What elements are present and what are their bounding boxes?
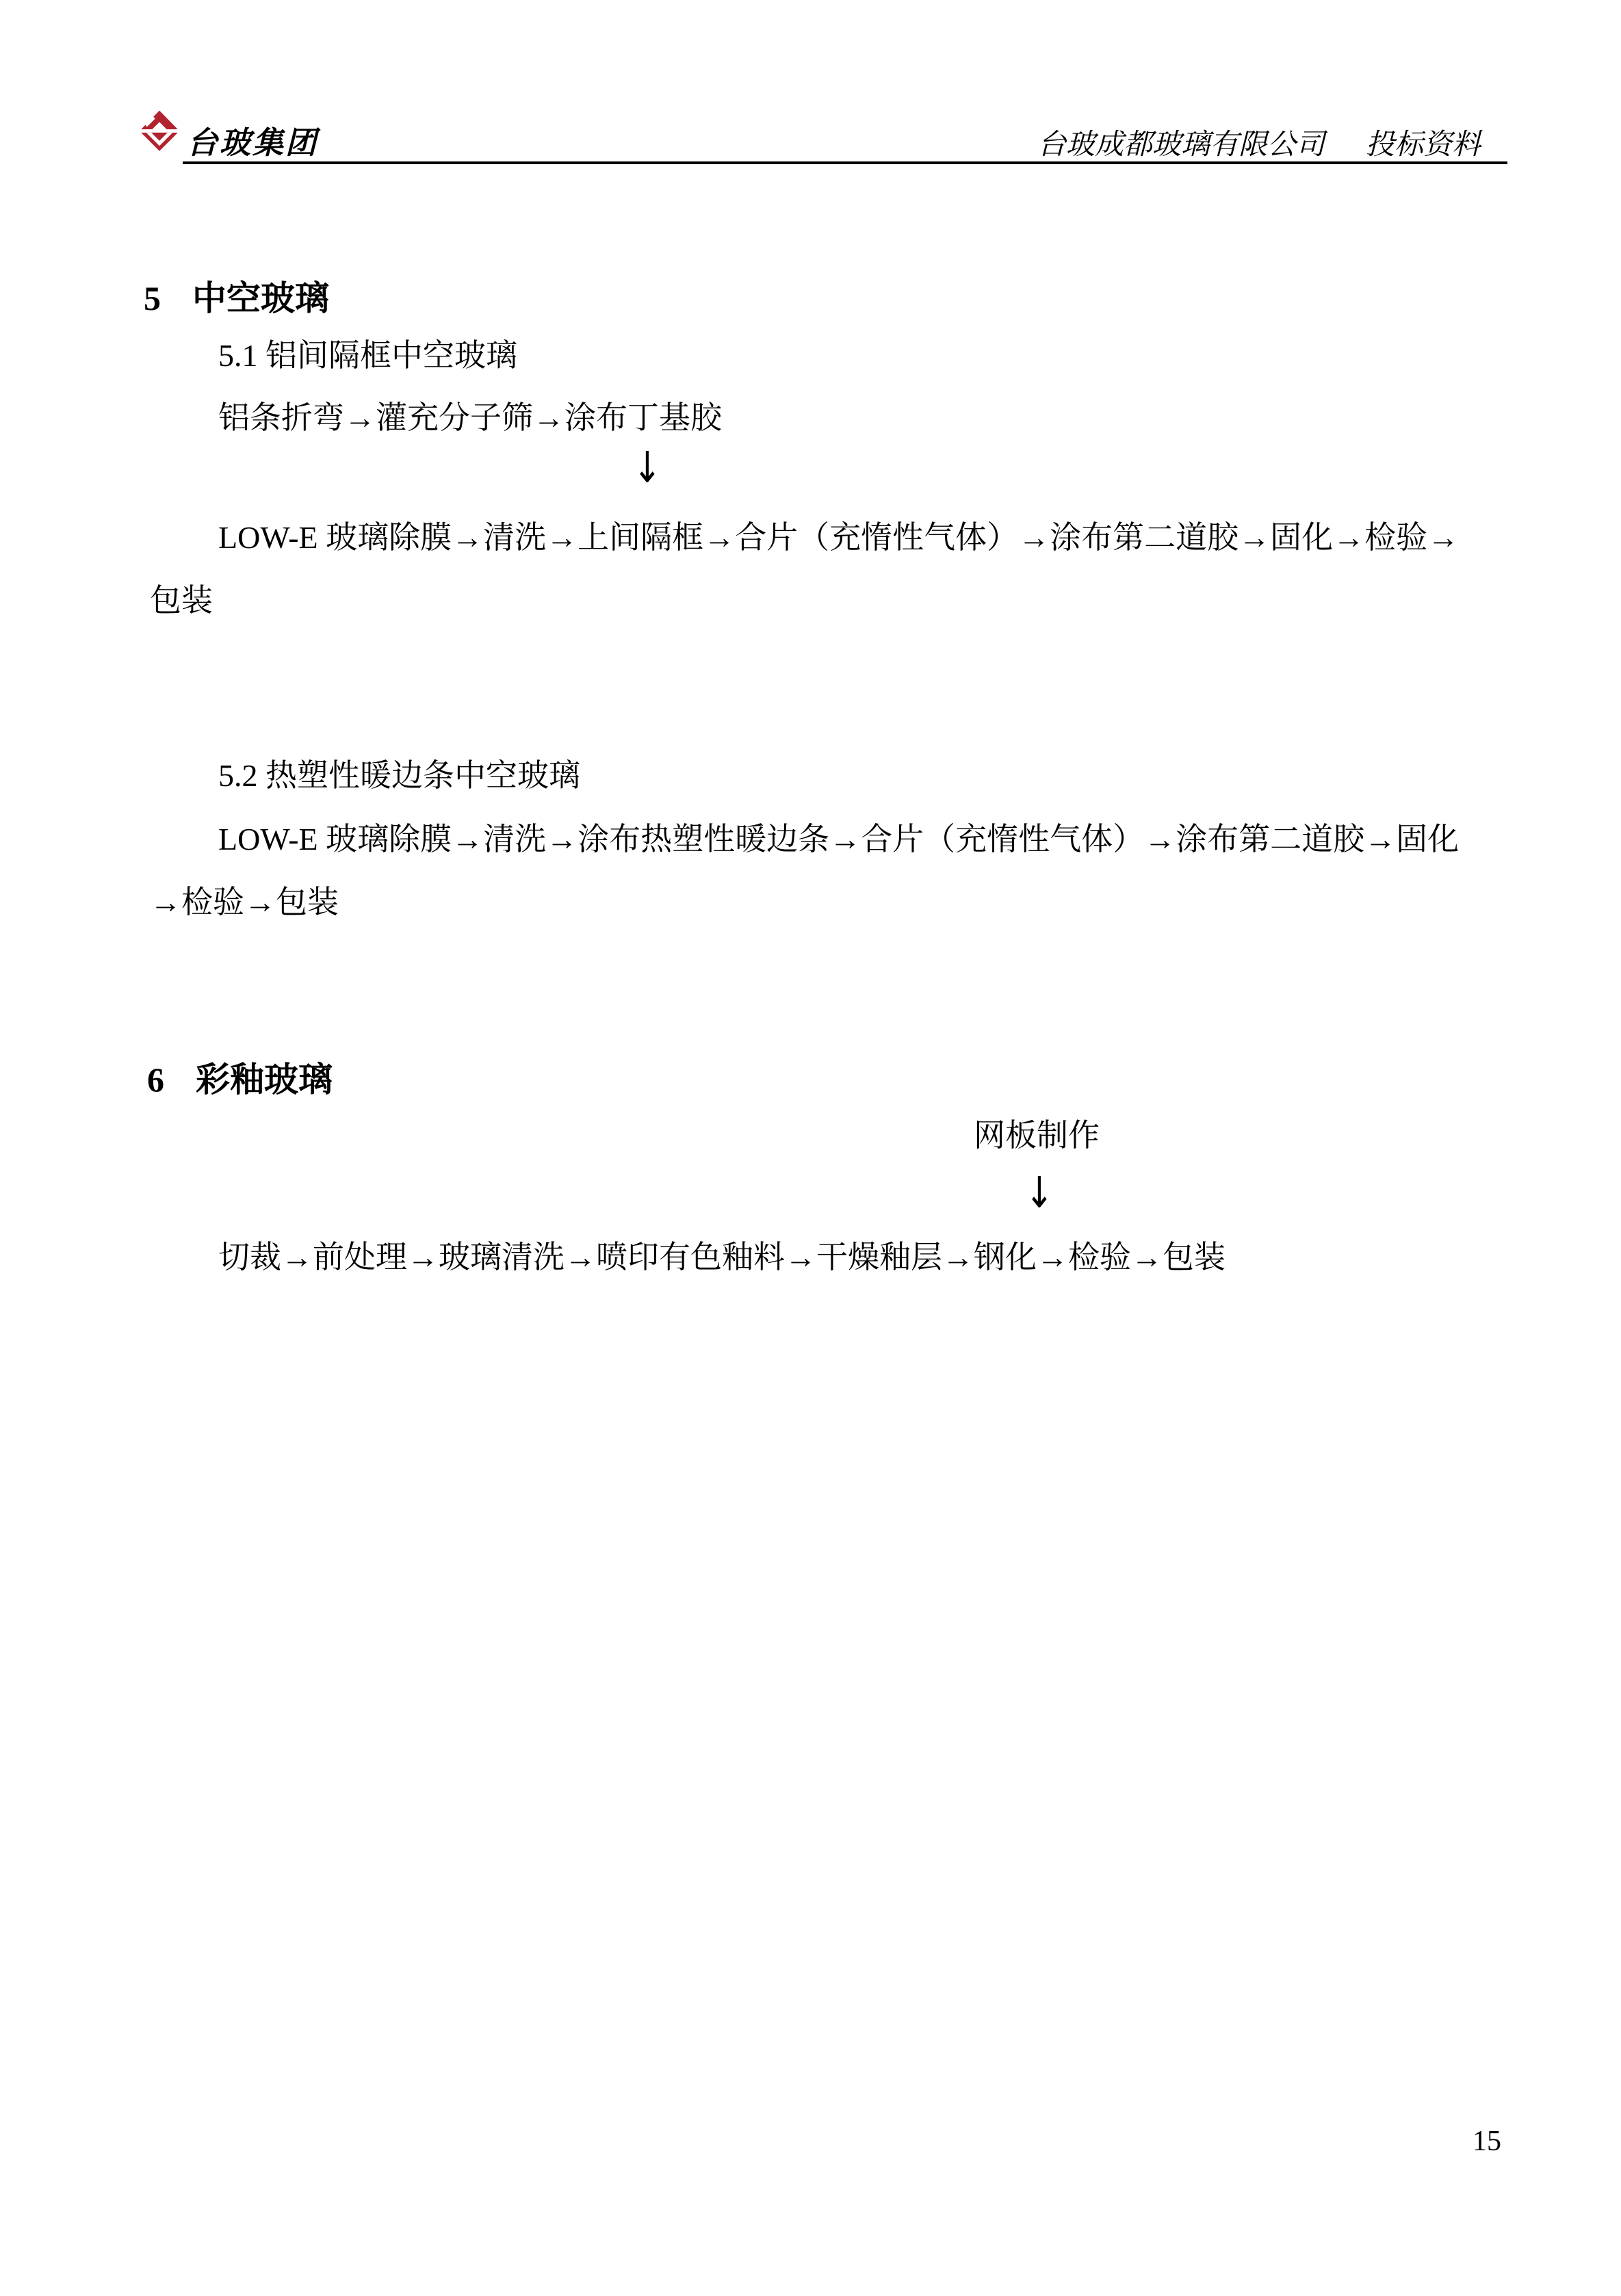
section-5-2-flow-line2: →检验→包装 bbox=[150, 885, 339, 919]
taiwan-glass-logo-icon bbox=[140, 109, 179, 155]
page-number: 15 bbox=[1473, 2126, 1501, 2157]
section-6-heading bbox=[147, 1052, 333, 1101]
header-company-name: 台玻成都玻璃有限公司 bbox=[1037, 129, 1325, 161]
down-arrow-icon: ↓ bbox=[1025, 1168, 1054, 1218]
section-5-1-main-flow-line1: LOW-E 玻璃除膜→清洗→上间隔框→合片（充惰性气体）→涂布第二道胶→固化→检验→ bbox=[218, 520, 1460, 555]
section-5-2-subheading: 5.2 热塑性暖边条中空玻璃 bbox=[218, 758, 580, 793]
section-6-flow-line: 切裁→前处理→玻璃清洗→喷印有色釉料→干燥釉层→钢化→检验→包装 bbox=[218, 1240, 1226, 1275]
section-5-2-flow-line1: LOW-E 玻璃除膜→清洗→涂布热塑性暖边条→合片（充惰性气体）→涂布第二道胶→固化 bbox=[218, 822, 1460, 857]
section-6-number: 6 bbox=[147, 1060, 164, 1099]
section-5-1-subheading: 5.1 铝间隔框中空玻璃 bbox=[218, 338, 517, 373]
section-5-heading bbox=[144, 271, 329, 320]
header-doc-label: 投标资料 bbox=[1365, 129, 1481, 161]
section-5-title: 中空玻璃 bbox=[192, 279, 329, 317]
section-5-1-spacer-flow: 铝条折弯→灌充分子筛→涂布丁基胶 bbox=[218, 400, 722, 435]
section-6-title: 彩釉玻璃 bbox=[196, 1060, 333, 1099]
section-5-1-main-flow-line2: 包装 bbox=[150, 583, 213, 618]
down-arrow-icon: ↓ bbox=[633, 443, 662, 493]
logo-text: 台玻集团 bbox=[187, 126, 319, 160]
header-right bbox=[1037, 122, 1481, 163]
section-6-branch-label: 网板制作 bbox=[974, 1118, 1100, 1153]
section-5-number: 5 bbox=[144, 279, 161, 317]
header-divider bbox=[183, 161, 1507, 164]
